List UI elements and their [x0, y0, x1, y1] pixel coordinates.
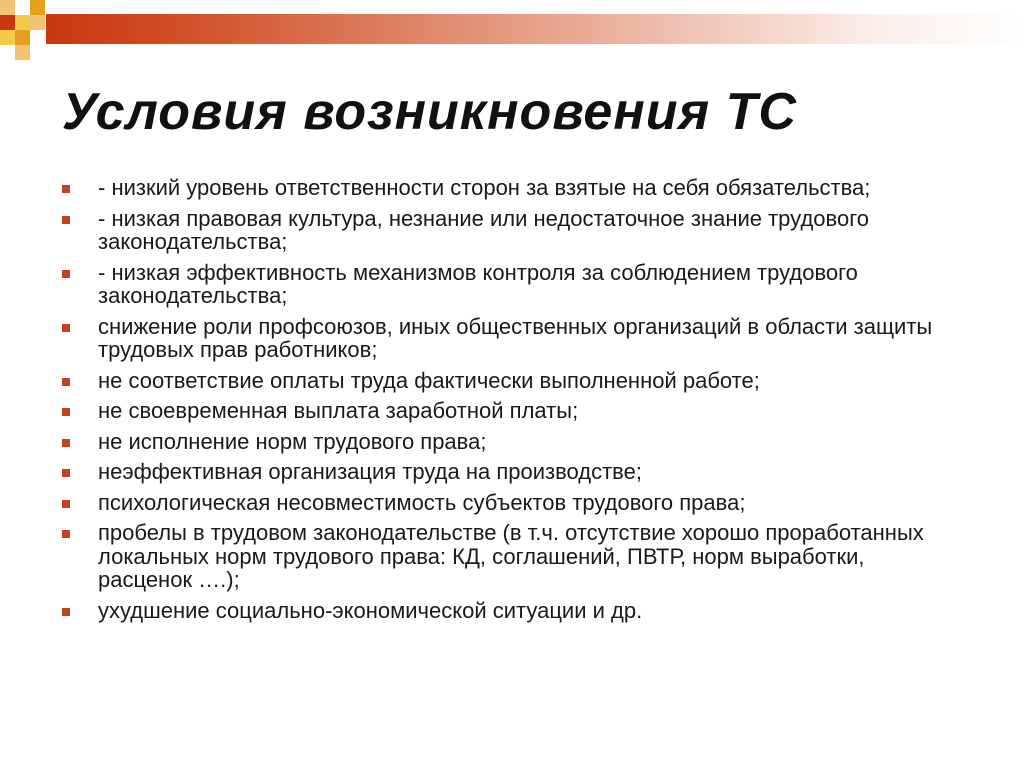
slide-title: Условия возникновения ТС — [62, 83, 797, 141]
bullet-text: неэффективная организация труда на производстве; — [98, 459, 642, 484]
bullet-text: - низкий уровень ответственности сторон за взятые на себя обязательства; — [98, 175, 871, 200]
list-item — [62, 460, 942, 484]
decor-square — [0, 15, 15, 30]
square-bullet-icon — [62, 608, 70, 616]
bullet-text: не соответствие оплаты труда фактически выполненной работе; — [98, 367, 760, 393]
bullet-list — [62, 176, 942, 629]
square-bullet-icon — [62, 378, 70, 386]
header-gradient-bar — [46, 14, 1024, 44]
square-bullet-icon — [62, 439, 70, 447]
bullet-text: не своевременная выплата заработной платы; — [98, 398, 579, 423]
decor-square — [30, 0, 45, 15]
decor-square — [15, 15, 30, 30]
square-bullet-icon — [62, 216, 70, 224]
list-item — [62, 599, 942, 623]
list-item — [62, 315, 942, 362]
decor-square — [0, 45, 15, 60]
decor-square — [30, 15, 45, 30]
list-item — [62, 176, 942, 200]
square-bullet-icon — [62, 270, 70, 278]
square-bullet-icon — [62, 324, 70, 332]
list-item — [62, 491, 942, 515]
decor-square — [15, 30, 30, 45]
square-bullet-icon — [62, 469, 70, 477]
bullet-text: - низкая эффективность механизмов контроля за соблюдением трудового законодательства; — [98, 259, 858, 308]
list-item — [62, 261, 942, 308]
decor-square — [30, 30, 45, 45]
bullet-text: пробелы в трудовом законодательстве (в т.ч. отсутствие хорошо проработанных локальных норм трудового права: КД, соглашений, ПВТР, норм выработки, расценок ….); — [98, 520, 924, 592]
list-item — [62, 399, 942, 423]
bullet-text: снижение роли профсоюзов, иных общественных организаций в области защиты трудовых прав работников; — [98, 313, 933, 362]
square-bullet-icon — [62, 408, 70, 416]
decor-square — [15, 45, 30, 60]
bullet-text: ухудшение социально-экономической ситуации и др. — [98, 597, 643, 623]
list-item — [62, 207, 942, 254]
list-item — [62, 521, 942, 592]
list-item — [62, 369, 942, 393]
bullet-text: не исполнение норм трудового права; — [98, 428, 487, 454]
decor-square — [15, 0, 30, 15]
square-bullet-icon — [62, 500, 70, 508]
square-bullet-icon — [62, 530, 70, 538]
bullet-text: - низкая правовая культура, незнание или недостаточное знание трудового законодательства; — [98, 205, 869, 254]
square-bullet-icon — [62, 185, 70, 193]
decor-square — [0, 0, 15, 15]
bullet-text: психологическая несовместимость субъектов трудового права; — [98, 489, 746, 515]
list-item — [62, 430, 942, 454]
decor-square — [0, 30, 15, 45]
